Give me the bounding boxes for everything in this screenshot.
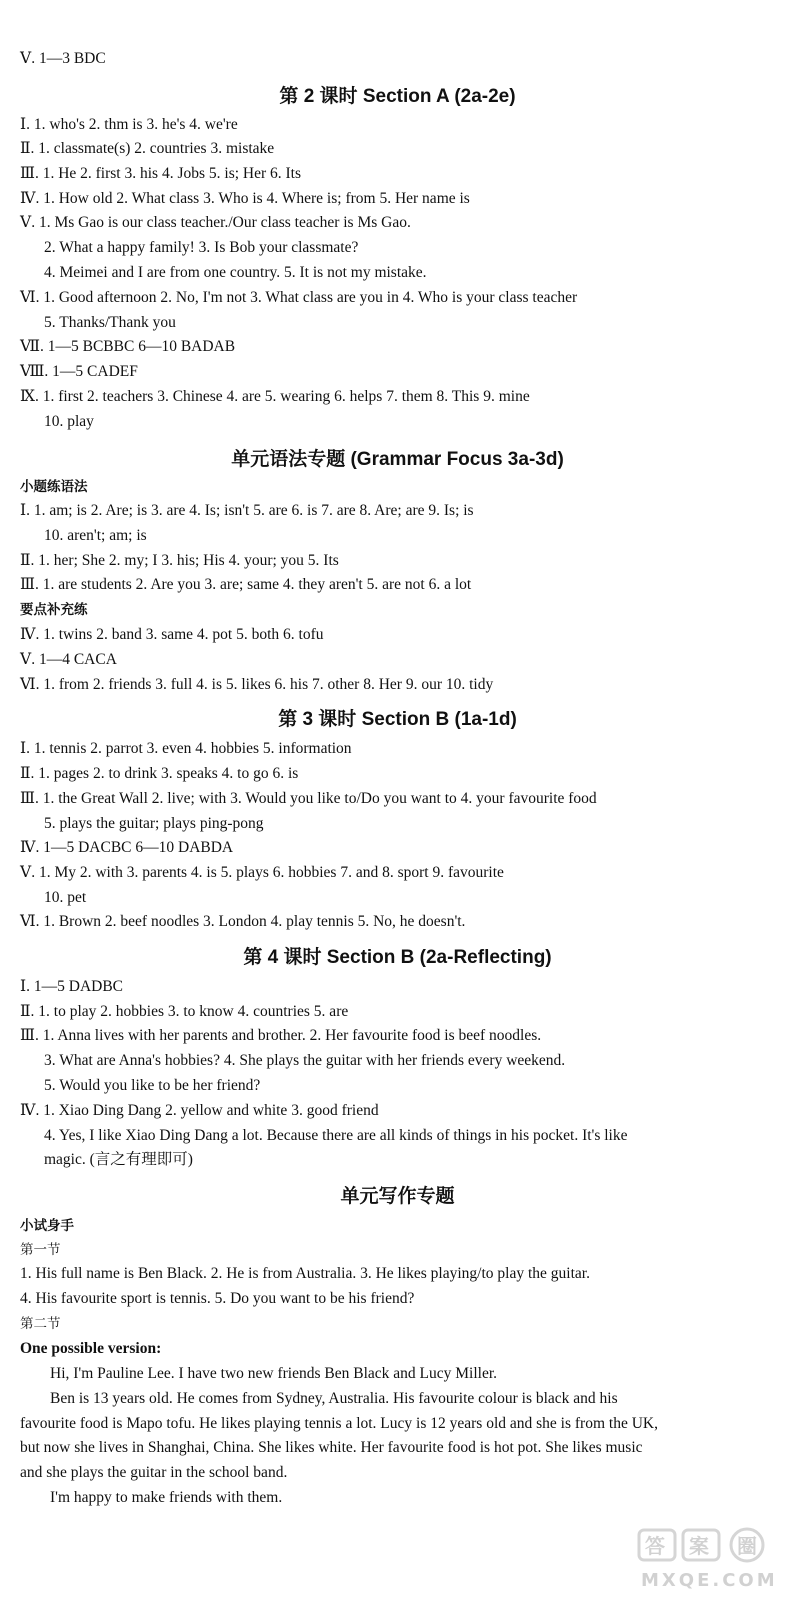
answer-line: Ⅵ. 1. from 2. friends 3. full 4. is 5. likes 6. his 7. other 8. Her 9. our 10. tidy: [20, 676, 494, 693]
essay-line: Hi, I'm Pauline Lee. I have two new friends Ben Black and Lucy Miller.: [50, 1365, 498, 1382]
answer-line: Ⅲ. 1. Anna lives with her parents and brother. 2. Her favourite food is beef noodles.: [20, 1027, 542, 1044]
essay-line: I'm happy to make friends with them.: [50, 1489, 283, 1506]
svg-text:案: 案: [689, 1534, 709, 1558]
answer-line: 3. What are Anna's hobbies? 4. She plays the guitar with her friends every weekend.: [44, 1052, 566, 1069]
section-heading: 第 4 课时 Section B (2a-Reflecting): [243, 947, 552, 968]
answer-line: Ⅶ. 1—5 BCBBC 6—10 BADAB: [20, 338, 236, 355]
answer-line: 4. Meimei and I are from one country. 5. It is not my mistake.: [44, 264, 427, 281]
answer-line: Ⅴ. 1—4 CACA: [20, 651, 117, 668]
answer-line: Ⅱ. 1. her; She 2. my; I 3. his; His 4. your; you 5. Its: [20, 552, 339, 569]
section-heading: 单元写作专题: [340, 1186, 455, 1207]
svg-text:MXQE.COM: MXQE.COM: [641, 1570, 778, 1591]
subsection-label: 第二节: [20, 1316, 61, 1332]
answer-line: Ⅲ. 1. He 2. first 3. his 4. Jobs 5. is; Her 6. Its: [20, 165, 302, 182]
answer-line: 1. His full name is Ben Black. 2. He is from Australia. 3. He likes playing/to play the guitar.: [20, 1265, 590, 1282]
answer-line: 10. pet: [44, 889, 87, 906]
answer-line: Ⅰ. 1. am; is 2. Are; is 3. are 4. Is; isn't 5. are 6. is 7. are 8. Are; are 9. Is; is: [20, 502, 474, 519]
answer-line: 5. Thanks/Thank you: [44, 314, 176, 331]
answer-line: Ⅳ. 1—5 DACBC 6—10 DABDA: [20, 839, 234, 856]
answer-line: Ⅲ. 1. are students 2. Are you 3. are; same 4. they aren't 5. are not 6. a lot: [20, 576, 472, 593]
section-heading: 单元语法专题 (Grammar Focus 3a-3d): [231, 449, 564, 470]
answer-line: Ⅳ. 1. Xiao Ding Dang 2. yellow and white 3. good friend: [20, 1102, 379, 1119]
answer-line: 5. Would you like to be her friend?: [44, 1077, 261, 1094]
answer-line: Ⅰ. 1. tennis 2. parrot 3. even 4. hobbies 5. information: [20, 740, 352, 757]
answer-line: Ⅱ. 1. classmate(s) 2. countries 3. mistake: [20, 140, 275, 157]
essay-line: but now she lives in Shanghai, China. She likes white. Her favourite food is hot pot. She likes music: [20, 1439, 643, 1456]
answer-line: magic. (言之有理即可): [44, 1151, 193, 1168]
subsection-label: 小题练语法: [20, 479, 88, 495]
answer-line: 5. plays the guitar; plays ping-pong: [44, 815, 264, 832]
answer-line: Ⅴ. 1. Ms Gao is our class teacher./Our class teacher is Ms Gao.: [20, 214, 411, 231]
answer-line: 4. Yes, I like Xiao Ding Dang a lot. Because there are all kinds of things in his pocket. It's like: [44, 1127, 628, 1144]
answer-line: Ⅱ. 1. pages 2. to drink 3. speaks 4. to go 6. is: [20, 765, 299, 782]
subsection-label: 要点补充练: [20, 602, 88, 618]
essay-line: Ben is 13 years old. He comes from Sydney, Australia. His favourite colour is black and his: [50, 1390, 618, 1407]
answer-line: Ⅴ. 1—3 BDC: [20, 50, 106, 67]
answer-line: Ⅴ. 1. My 2. with 3. parents 4. is 5. plays 6. hobbies 7. and 8. sport 9. favourite: [20, 864, 504, 881]
svg-text:答: 答: [645, 1534, 665, 1558]
answer-line: 10. play: [44, 413, 94, 430]
answer-line: Ⅳ. 1. twins 2. band 3. same 4. pot 5. both 6. tofu: [20, 626, 324, 643]
section-heading: 第 3 课时 Section B (1a-1d): [278, 709, 517, 730]
answer-line: 10. aren't; am; is: [44, 527, 147, 544]
answer-line: One possible version:: [20, 1340, 162, 1357]
watermark-logo: [631, 1524, 781, 1594]
answer-line: Ⅷ. 1—5 CADEF: [20, 363, 138, 380]
answer-line: Ⅳ. 1. How old 2. What class 3. Who is 4. Where is; from 5. Her name is: [20, 190, 470, 207]
answer-line: Ⅰ. 1. who's 2. thm is 3. he's 4. we're: [20, 116, 238, 133]
answer-line: Ⅵ. 1. Brown 2. beef noodles 3. London 4. play tennis 5. No, he doesn't.: [20, 913, 466, 930]
svg-text:圈: 圈: [737, 1534, 757, 1558]
answer-line: Ⅰ. 1—5 DADBC: [20, 978, 124, 995]
essay-line: favourite food is Mapo tofu. He likes playing tennis a lot. Lucy is 12 years old and she is from the UK,: [20, 1415, 658, 1432]
answer-line: Ⅱ. 1. to play 2. hobbies 3. to know 4. countries 5. are: [20, 1003, 349, 1020]
subsection-label: 第一节: [20, 1242, 61, 1258]
answer-line: Ⅵ. 1. Good afternoon 2. No, I'm not 3. What class are you in 4. Who is your class teacher: [20, 289, 578, 306]
answer-line: Ⅲ. 1. the Great Wall 2. live; with 3. Would you like to/Do you want to 4. your favourite food: [20, 790, 597, 807]
essay-line: and she plays the guitar in the school band.: [20, 1464, 288, 1481]
subsection-label: 小试身手: [20, 1218, 74, 1234]
answer-line: Ⅸ. 1. first 2. teachers 3. Chinese 4. are 5. wearing 6. helps 7. them 8. This 9. mine: [20, 388, 530, 405]
answer-line: 2. What a happy family! 3. Is Bob your classmate?: [44, 239, 359, 256]
section-heading: 第 2 课时 Section A (2a-2e): [279, 86, 516, 107]
answer-line: 4. His favourite sport is tennis. 5. Do you want to be his friend?: [20, 1290, 415, 1307]
